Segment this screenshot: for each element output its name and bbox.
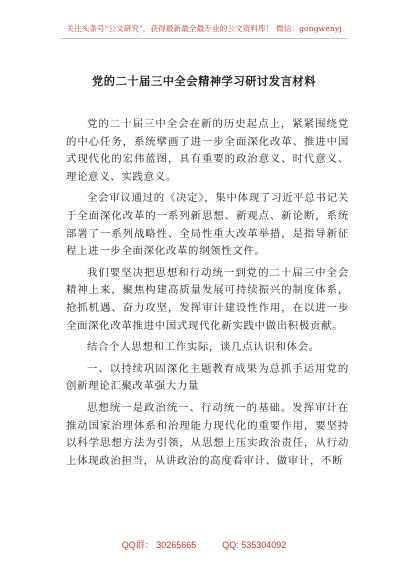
footer-contact — [0, 538, 408, 551]
header-banner: 关注头条号"公文研究"，获得最新最全最专业的公文资料库！ 微信：gongwenyj — [66, 24, 342, 33]
paragraph: 我们要坚决把思想和行动统一到党的二十届三中全会精神上来，聚焦构建高质量发展可持续振兴的制度体系，抢抓机遇、奋力攻坚，发挥审计建设性作用，在以进一步全面深化改革推进中国式现代化新实践中做出积极贡献。 — [66, 266, 349, 332]
document-body — [66, 116, 349, 474]
section-heading: 一、以持续巩固深化主题教育成果为总抓手运用党的创新理论汇聚改革强大力量 — [66, 362, 349, 393]
header-divider — [60, 38, 348, 39]
footer-qq-group: QQ群： 30265665 — [121, 540, 197, 550]
paragraph: 全会审议通过的《决定》，集中体现了习近平总书记关于全面深化改革的一系列新思想、新观点、新论断，系统部署了一系列战略性、全局性重大改革举措，是指导新征程上进一步全面深化改革的纲领性文件。 — [66, 192, 349, 258]
document-title: 党的二十届三中全会精神学习研讨发言材料 — [92, 74, 316, 88]
paragraph: 思想统一是政治统一、行动统一的基础。发挥审计在推动国家治理体系和治理能力现代化的重要作用，要坚持以科学思想方法为引领，从思想上压实政治责任，从行动上体现政治担当，从讲政治的高度看审计、做审计，不断 — [66, 401, 349, 467]
footer-qq-number: QQ: 535304092 — [222, 540, 287, 550]
paragraph: 党的二十届三中全会在新的历史起点上，紧紧围绕党的中心任务，系统擘画了进一步全面深化改革、推进中国式现代化的宏伟蓝图，具有重要的政治意义、时代意义、理论意义、实践意义。 — [66, 118, 349, 183]
paragraph: 结合个人思想和工作实际，谈几点认识和体会。 — [87, 341, 320, 354]
